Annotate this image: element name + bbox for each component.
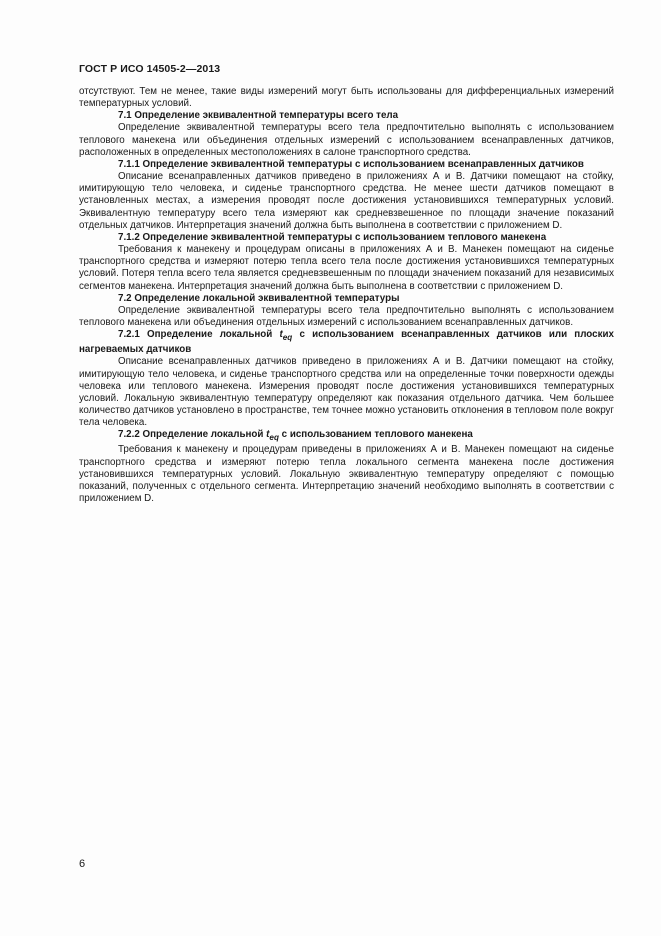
heading-text: 7.2.1 Определение локальной [118, 329, 280, 341]
paragraph-7-1-1: Описание всенаправленных датчиков приведено в приложениях А и В. Датчики помещают на стойку, имитирующую тело человека, и сиденье транспортного средства. Не менее шести датчиков помещают в установленных местах, а измерения проводят после достижения установившихся температурных условий. Эквивалентную температуру всего тела измеряют как средневзвешенное по площади значение показаний отдельных датчиков. Интерпретация значений должна быть выполнена в соответствии с приложением D. [79, 171, 614, 231]
paragraph-7-2-1: Описание всенаправленных датчиков приведено в приложениях А и В. Датчики помещают на стойку, имитирующую тело человека, и сиденье транспортного средства или на определенные точки поверхности одежды человека или теплового манекена. Измерения проводят после достижения установившихся температурных условий. Локальную эквивалентную температуру определяют как показания отдельного датчика. Чем большее количество датчиков установлено в пространстве, тем точнее можно установить отклонения в тепловом поле вокруг тела человека. [79, 356, 614, 429]
section-heading-7-2-2 [79, 429, 614, 444]
teq-symbol: $t_{eq}$ [266, 429, 279, 443]
page-number: 6 [79, 858, 86, 870]
heading-text: 7.2.2 Определение локальной [118, 429, 267, 441]
paragraph-continuation: отсутствуют. Тем не менее, такие виды измерений могут быть использованы для дифференциальных измерений температурных условий. [79, 86, 614, 110]
paragraph-7-2: Определение эквивалентной температуры всего тела предпочтительно выполнять с использованием теплового манекена или объединения отдельных измерений с использованием всенаправленных датчиков. [79, 304, 614, 328]
paragraph-7-1: Определение эквивалентной температуры всего тела предпочтительно выполнять с использованием теплового манекена или объединения отдельных измерений с использованием всенаправленных датчиков, расположенных в определенных местоположениях в салоне транспортного средства. [79, 122, 614, 158]
section-heading-7-2: 7.2 Определение локальной эквивалентной температуры [118, 292, 400, 304]
document-body [79, 86, 614, 505]
paragraph-7-1-2: Требования к манекену и процедурам описаны в приложениях А и В. Манекен помещают на сиденье транспортного средства и измеряют потерю тепла всего тела после достижения установившихся температурных условий. Потеря тепла всего тела является средневзвешенным по площади значением показаний для независимых сегментов манекена. Интерпретация значений должна быть выполнена в соответствии с приложением D. [79, 244, 614, 292]
section-heading-7-1: 7.1 Определение эквивалентной температуры всего тела [118, 110, 399, 122]
heading-text: с использованием теплового манекена [278, 429, 473, 441]
document-header: ГОСТ Р ИСО 14505-2—2013 [79, 63, 221, 75]
teq-symbol: $t_{eq}$ [279, 329, 293, 343]
heading-text: с использованием всенаправленных датчиков или плоских нагреваемых датчиков [79, 329, 614, 356]
section-heading-7-1-2: 7.1.2 Определение эквивалентной температуры с использованием теплового манекена [118, 231, 547, 243]
section-heading-7-2-1 [79, 329, 614, 356]
section-heading-7-1-1: 7.1.1 Определение эквивалентной температуры с использованием всенаправленных датчиков [118, 158, 584, 170]
paragraph-7-2-2: Требования к манекену и процедурам приведены в приложениях А и В. Манекен помещают на сиденье транспортного средства и измеряют потерю тепла локального сегмента манекена после достижения установившихся температурных условий. Локальную эквивалентную температуру определяют с помощью показаний, полученных с отдельного сегмента. Интерпретацию значений необходимо выполнять в соответствии с приложением D. [79, 444, 614, 505]
